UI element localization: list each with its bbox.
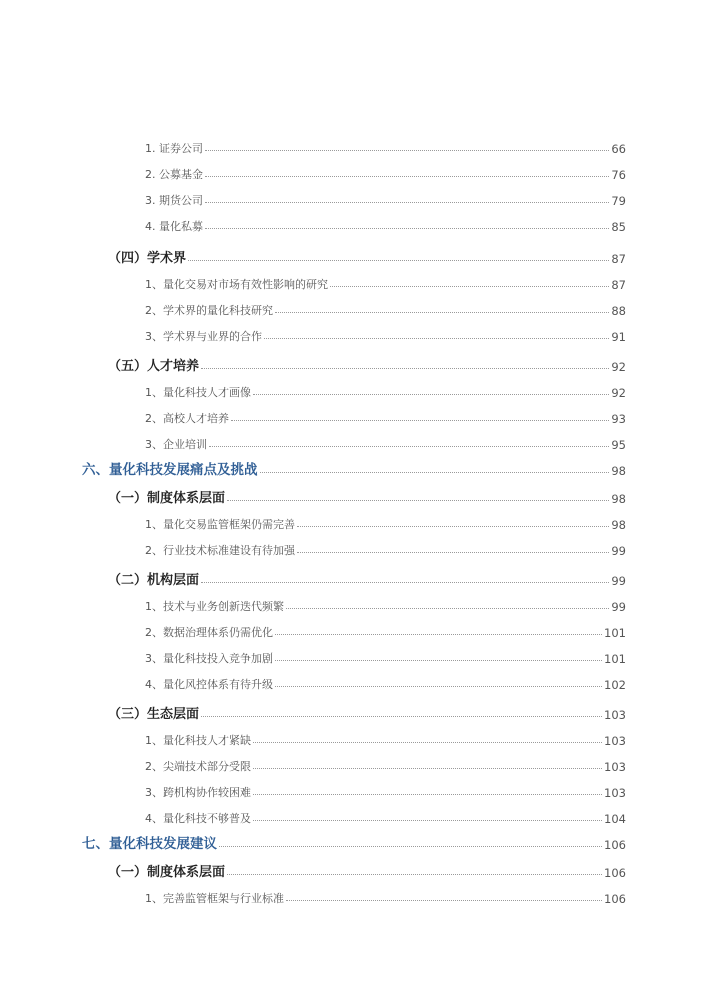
toc-entry-title: 2、行业技术标准建设有待加强 [145, 544, 295, 557]
toc-entry[interactable] [0, 212, 710, 234]
dot-leader [297, 552, 609, 553]
toc-entry[interactable] [0, 430, 710, 452]
dot-leader [231, 420, 609, 421]
toc-entry[interactable] [0, 186, 710, 208]
toc-page-number: 106 [604, 892, 626, 906]
toc-entry-title: 2、学术界的量化科技研究 [145, 304, 273, 317]
toc-entry[interactable] [0, 592, 710, 614]
dot-leader [205, 202, 609, 203]
toc-entry-title: 3、企业培训 [145, 438, 207, 451]
dot-leader [275, 660, 602, 661]
toc-entry[interactable] [0, 726, 710, 748]
toc-entry-title: 3、量化科技投入竞争加剧 [145, 652, 273, 665]
toc-section[interactable] [0, 352, 710, 374]
toc-page-number: 76 [611, 168, 626, 182]
toc-entry-title: 2、尖端技术部分受限 [145, 760, 251, 773]
toc-chapter[interactable] [0, 830, 710, 852]
toc-entry[interactable] [0, 670, 710, 692]
toc-entry-title: 2、高校人才培养 [145, 412, 229, 425]
toc-entry-title: 1、量化科技人才紧缺 [145, 734, 251, 747]
toc-section-title: （二）机构层面 [108, 573, 200, 588]
toc-entry[interactable] [0, 618, 710, 640]
toc-section-title: （一）制度体系层面 [108, 491, 226, 506]
toc-page-number: 66 [611, 142, 626, 156]
toc-section[interactable] [0, 700, 710, 722]
dot-leader [275, 312, 609, 313]
toc-entry[interactable] [0, 296, 710, 318]
toc-entry-title: 1、完善监管框架与行业标准 [145, 892, 284, 905]
dot-leader [297, 526, 609, 527]
toc-entry[interactable] [0, 536, 710, 558]
toc-page-number: 102 [604, 678, 626, 692]
toc-entry-title: 3. 期货公司 [145, 194, 203, 207]
toc-page-number: 104 [604, 812, 626, 826]
toc-entry[interactable] [0, 378, 710, 400]
toc-section[interactable] [0, 566, 710, 588]
dot-leader [253, 794, 602, 795]
toc-chapter-title: 七、量化科技发展建议 [82, 836, 217, 852]
toc-page-number: 99 [611, 600, 626, 614]
toc-section-title: （三）生态层面 [108, 707, 200, 722]
toc-page-number: 91 [611, 330, 626, 344]
dot-leader [188, 260, 609, 261]
toc-page-number: 87 [611, 252, 626, 266]
toc-page-number: 103 [604, 760, 626, 774]
toc-page-number: 101 [604, 626, 626, 640]
toc-entry-title: 2、数据治理体系仍需优化 [145, 626, 273, 639]
toc-entry-title: 2. 公募基金 [145, 168, 203, 181]
toc-page-number: 95 [611, 438, 626, 452]
toc-section[interactable] [0, 858, 710, 880]
toc-entry[interactable] [0, 160, 710, 182]
toc-page-number: 98 [611, 464, 626, 478]
dot-leader [275, 686, 602, 687]
toc-page-number: 92 [611, 360, 626, 374]
toc-chapter-title: 六、量化科技发展痛点及挑战 [82, 462, 258, 478]
toc-entry[interactable] [0, 134, 710, 156]
dot-leader [264, 338, 609, 339]
dot-leader [253, 742, 602, 743]
toc-entry-title: 3、学术界与业界的合作 [145, 330, 262, 343]
dot-leader [286, 608, 609, 609]
dot-leader [205, 228, 609, 229]
toc-entry[interactable] [0, 644, 710, 666]
toc-page-number: 98 [611, 492, 626, 506]
toc-page-number: 101 [604, 652, 626, 666]
toc-entry-title: 3、跨机构协作较困难 [145, 786, 251, 799]
toc-entry-title: 1、量化交易监管框架仍需完善 [145, 518, 295, 531]
dot-leader [286, 900, 602, 901]
dot-leader [201, 716, 602, 717]
toc-page-number: 85 [611, 220, 626, 234]
toc-section[interactable] [0, 484, 710, 506]
dot-leader [201, 368, 609, 369]
toc-entry[interactable] [0, 752, 710, 774]
toc-entry[interactable] [0, 510, 710, 532]
toc-page-number: 106 [604, 838, 626, 852]
toc-entry[interactable] [0, 884, 710, 906]
dot-leader [275, 634, 602, 635]
toc-page-number: 99 [611, 574, 626, 588]
dot-leader [219, 846, 602, 847]
toc-page-number: 98 [611, 518, 626, 532]
toc-entry-title: 4、量化科技不够普及 [145, 812, 251, 825]
dot-leader [253, 768, 602, 769]
toc-page-number: 93 [611, 412, 626, 426]
toc-section-title: （四）学术界 [108, 251, 187, 266]
toc-entry[interactable] [0, 404, 710, 426]
dot-leader [330, 286, 609, 287]
toc-entry-title: 1、量化科技人才画像 [145, 386, 251, 399]
toc-page-number: 103 [604, 708, 626, 722]
toc-entry[interactable] [0, 804, 710, 826]
toc-page-number: 88 [611, 304, 626, 318]
toc-section[interactable] [0, 244, 710, 266]
toc-entry[interactable] [0, 270, 710, 292]
toc-page-number: 103 [604, 734, 626, 748]
dot-leader [260, 472, 610, 473]
dot-leader [227, 500, 609, 501]
dot-leader [253, 820, 602, 821]
toc-page-number: 106 [604, 866, 626, 880]
dot-leader [209, 446, 609, 447]
dot-leader [205, 150, 609, 151]
toc-entry[interactable] [0, 322, 710, 344]
toc-entry-title: 1. 证券公司 [145, 142, 203, 155]
dot-leader [205, 176, 609, 177]
toc-page-number: 103 [604, 786, 626, 800]
toc-entry-title: 4、量化风控体系有待升级 [145, 678, 273, 691]
toc-section-title: （五）人才培养 [108, 359, 200, 374]
toc-page-number: 92 [611, 386, 626, 400]
toc-page-number: 79 [611, 194, 626, 208]
toc-page-number: 99 [611, 544, 626, 558]
toc-entry-title: 1、技术与业务创新迭代频繁 [145, 600, 284, 613]
toc-entry-title: 1、量化交易对市场有效性影响的研究 [145, 278, 328, 291]
toc-page-number: 87 [611, 278, 626, 292]
toc-section-title: （一）制度体系层面 [108, 865, 226, 880]
dot-leader [227, 874, 602, 875]
toc-chapter[interactable] [0, 456, 710, 478]
dot-leader [201, 582, 609, 583]
dot-leader [253, 394, 609, 395]
toc-entry-title: 4. 量化私募 [145, 220, 203, 233]
toc-entry[interactable] [0, 778, 710, 800]
